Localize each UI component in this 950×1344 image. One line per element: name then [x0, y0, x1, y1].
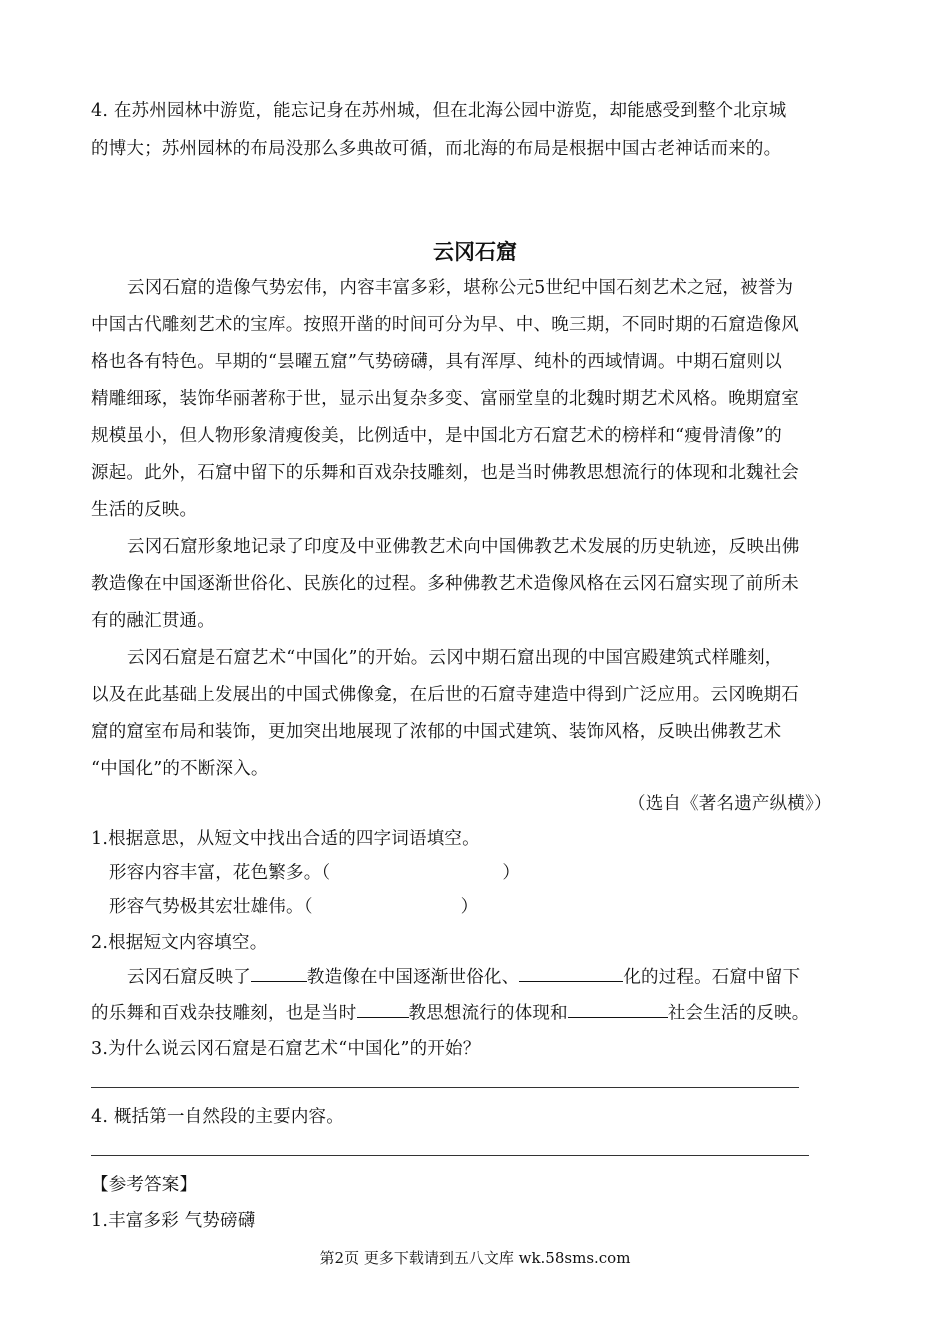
question-2-stem: 2.根据短文内容填空。	[91, 933, 268, 953]
question-1a-prompt: 形容内容丰富，花色繁多。（	[109, 863, 331, 883]
source-citation: （选自《著名遗产纵横》）	[628, 794, 832, 814]
paragraph-2-line: 有的融汇贯通。	[91, 611, 215, 631]
paragraph-2-line: 云冈石窟形象地记录了印度及中亚佛教艺术向中国佛教艺术发展的历史轨迹，反映出佛	[127, 537, 800, 557]
answer-1: 1.丰富多彩 气势磅礴	[91, 1211, 256, 1231]
q2-blank-2[interactable]	[519, 963, 623, 982]
question-4-answer-line[interactable]	[91, 1155, 809, 1156]
question-2-line-1	[127, 963, 800, 988]
prev-question-line-1: 4. 在苏州园林中游览，能忘记身在苏州城，但在北海公园中游览，却能感受到整个北京城	[91, 101, 787, 121]
prev-question-line-2: 的博大；苏州园林的布局没那么多典故可循，而北海的布局是根据中国古老神话而来的。	[91, 139, 782, 159]
question-1a-close: ）	[502, 863, 521, 883]
question-3-stem: 3.为什么说云冈石窟是石窟艺术“中国化”的开始？	[91, 1039, 481, 1059]
question-1-stem: 1.根据意思，从短文中找出合适的四字词语填空。	[91, 829, 480, 849]
question-3-answer-line[interactable]	[91, 1087, 799, 1088]
question-1b	[109, 893, 478, 918]
paragraph-1-line: 云冈石窟的造像气势宏伟，内容丰富多彩，堪称公元5世纪中国石刻艺术之冠，被誉为	[127, 278, 794, 298]
paragraph-1-line: 精雕细琢，装饰华丽著称于世，显示出复杂多变、富丽堂皇的北魏时期艺术风格。晚期窟室	[91, 389, 799, 409]
paragraph-1-line: 规模虽小，但人物形象清瘦俊美，比例适中，是中国北方石窟艺术的榜样和“瘦骨清像”的	[91, 426, 782, 446]
paragraph-3-line: 以及在此基础上发展出的中国式佛像龛，在后世的石窟寺建造中得到广泛应用。云冈晚期石	[91, 685, 799, 705]
paragraph-1-line: 中国古代雕刻艺术的宝库。按照开凿的时间可分为早、中、晚三期，不同时期的石窟造像风	[91, 315, 799, 335]
paragraph-3-line: “中国化”的不断深入。	[91, 759, 269, 779]
paragraph-1-line: 格也各有特色。早期的“昙曜五窟”气势磅礴，具有浑厚、纯朴的西域情调。中期石窟则以	[91, 352, 782, 372]
question-2-line-2	[91, 999, 809, 1024]
paragraph-3-line: 窟的窟室布局和装饰，更加突出地展现了浓郁的中国式建筑、装饰风格，反映出佛教艺术	[91, 722, 782, 742]
answers-heading: 【参考答案】	[91, 1175, 198, 1195]
question-1b-prompt: 形容气势极其宏壮雄伟。（	[109, 897, 313, 917]
q2-text: 的乐舞和百戏杂技雕刻，也是当时	[91, 1003, 357, 1024]
question-1a	[109, 859, 520, 884]
paragraph-2-line: 教造像在中国逐渐世俗化、民族化的过程。多种佛教艺术造像风格在云冈石窟实现了前所未	[91, 574, 799, 594]
page-footer: 第2页 更多下载请到五八文库 wk.58sms.com	[319, 1249, 631, 1267]
q2-blank-1[interactable]	[251, 963, 307, 982]
q2-text: 教造像在中国逐渐世俗化、	[306, 967, 520, 988]
paragraph-3-line: 云冈石窟是石窟艺术“中国化”的开始。云冈中期石窟出现的中国宫殿建筑式样雕刻，	[127, 648, 783, 668]
paragraph-1-line: 源起。此外，石窟中留下的乐舞和百戏杂技雕刻，也是当时佛教思想流行的体现和北魏社会	[91, 463, 799, 483]
article-title: 云冈石窟	[433, 240, 517, 264]
question-1b-close: ）	[460, 897, 479, 917]
question-4-stem: 4. 概括第一自然段的主要内容。	[91, 1107, 344, 1127]
q2-text: 云冈石窟反映了	[127, 967, 251, 988]
q2-blank-3[interactable]	[357, 999, 409, 1018]
q2-text: 教思想流行的体现和	[408, 1003, 568, 1024]
paragraph-1-line: 生活的反映。	[91, 500, 198, 520]
q2-blank-4[interactable]	[568, 999, 668, 1018]
q2-text: 化的过程。石窟中留下	[623, 967, 801, 988]
q2-text: 社会生活的反映。	[667, 1003, 810, 1024]
